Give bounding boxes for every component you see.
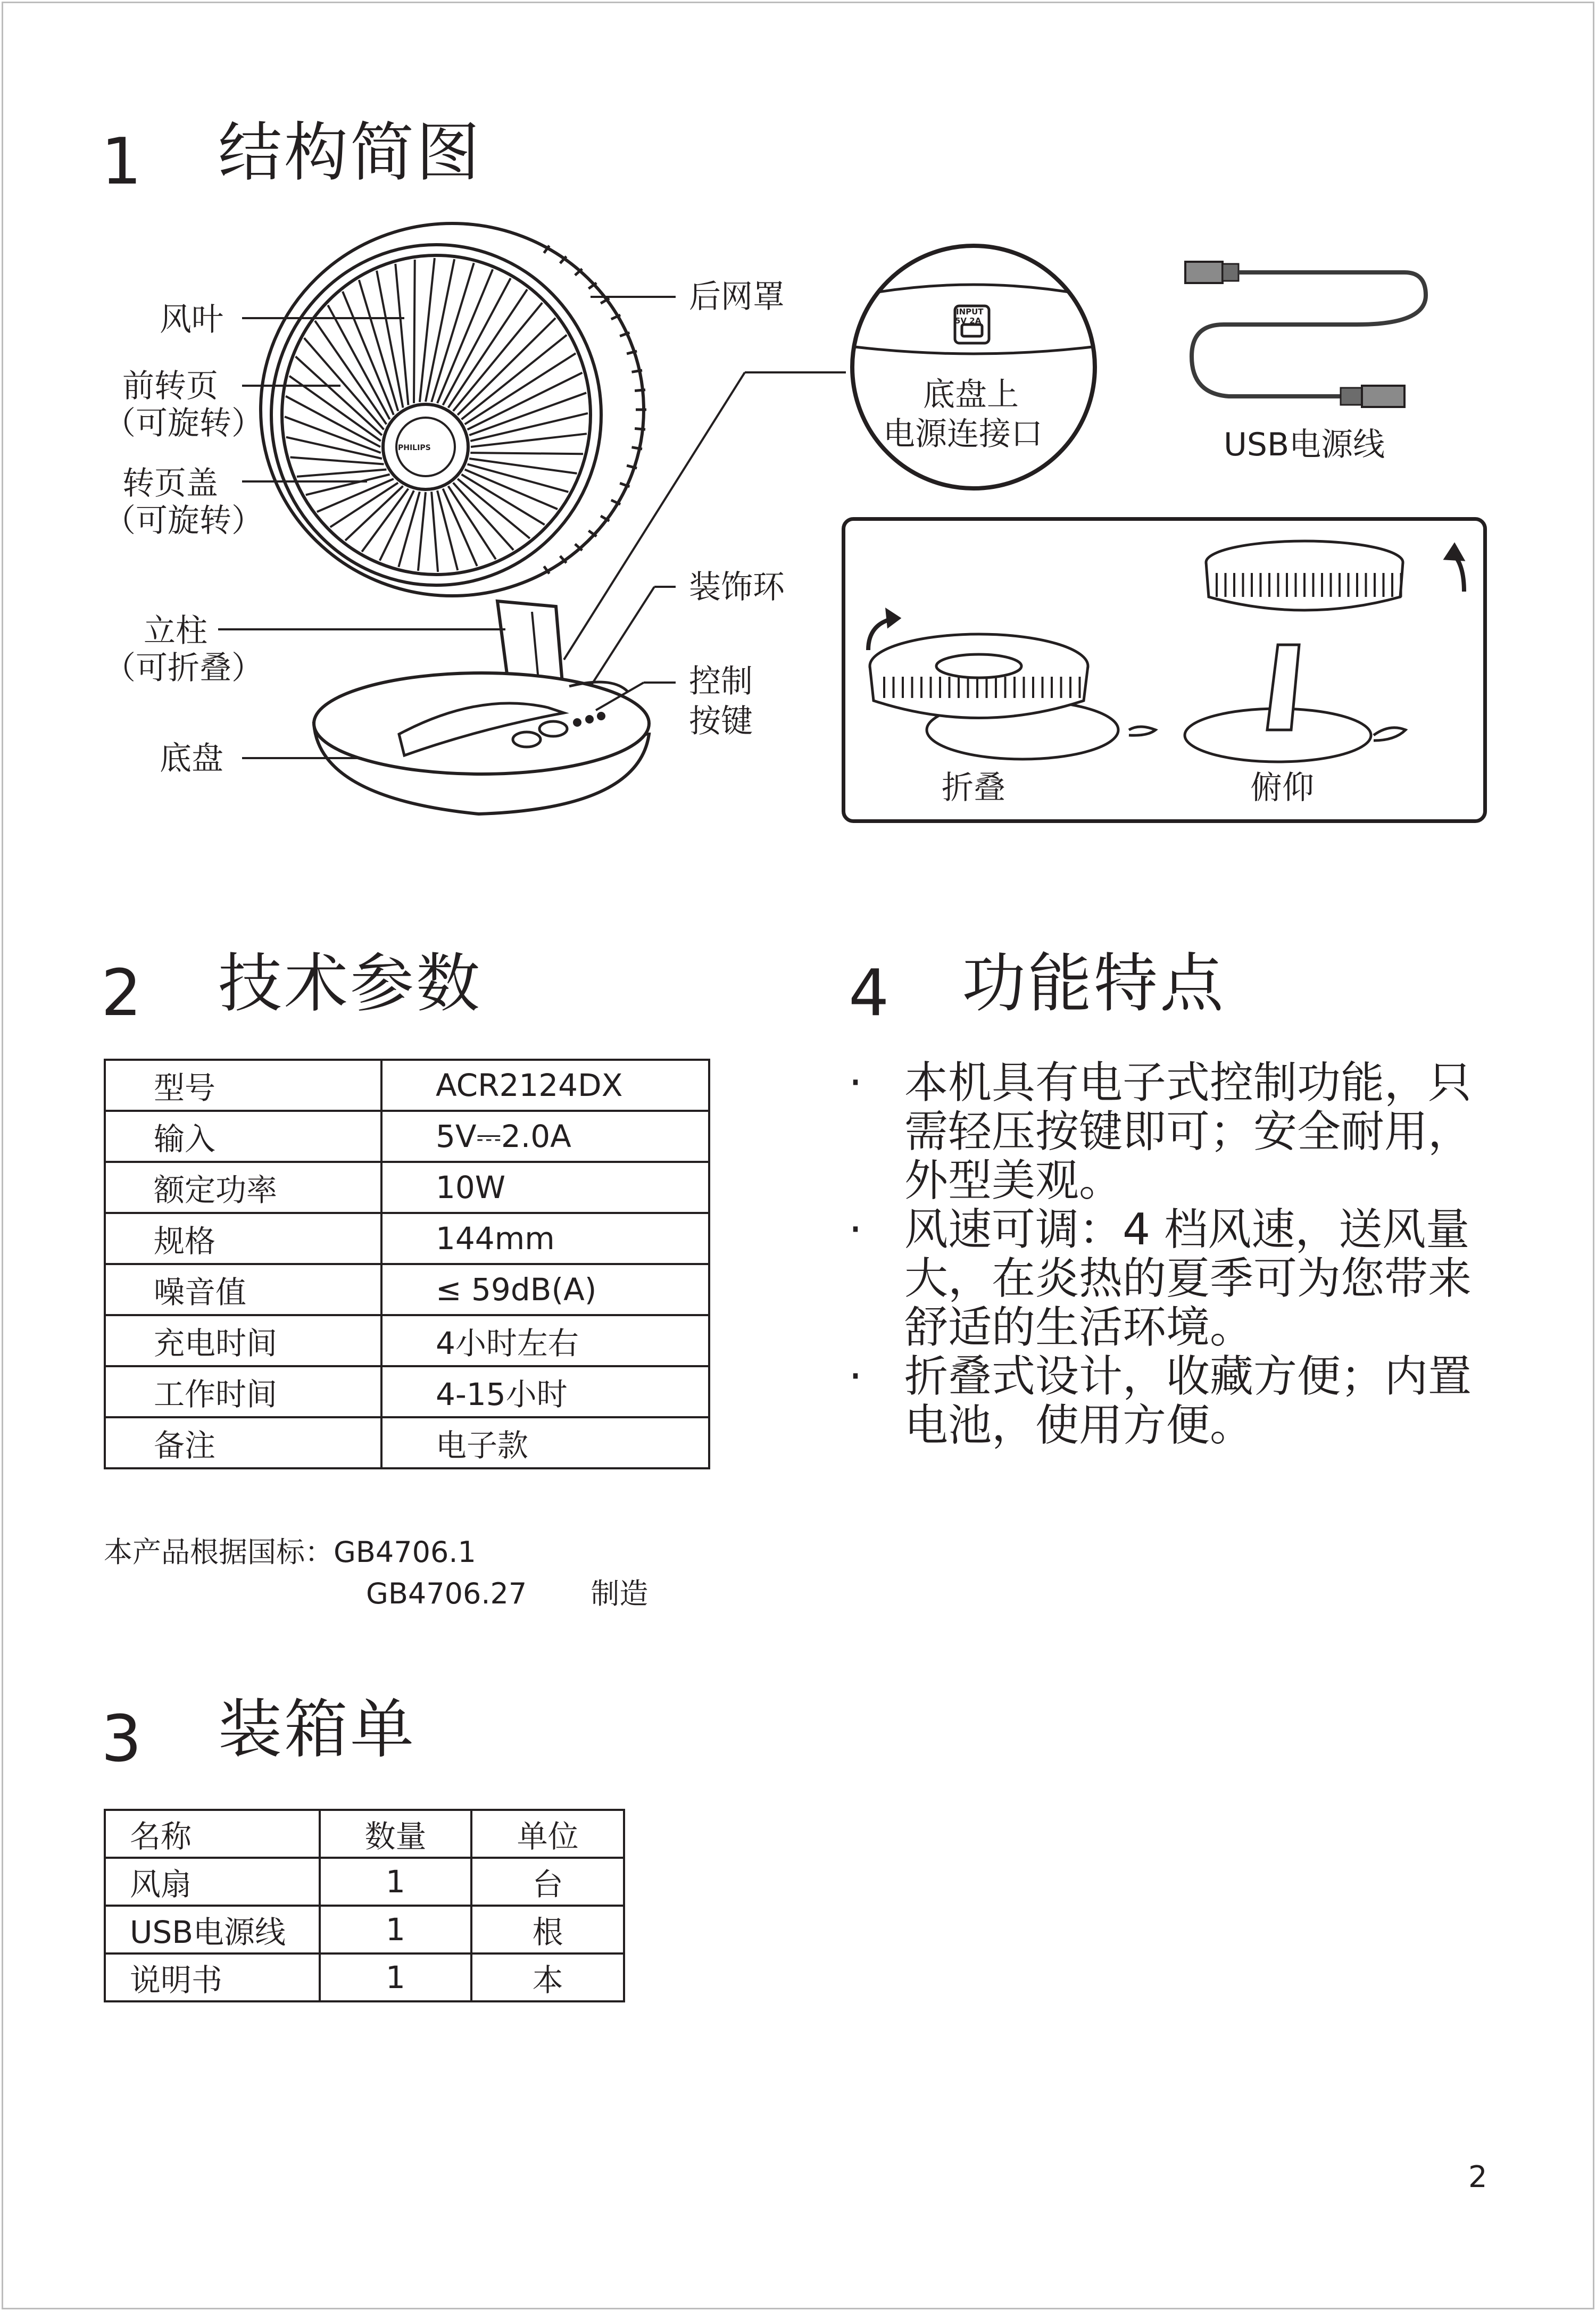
packing-cell-name: 说明书	[105, 1953, 320, 2001]
section2-number: 2	[101, 957, 142, 1030]
label-decor-ring: 装饰环	[689, 569, 785, 606]
specs-table	[104, 1059, 710, 1469]
spec-row	[105, 1060, 709, 1111]
packing-cell-qty: 1	[320, 1906, 472, 1953]
port-input-text: INPUT	[956, 307, 984, 317]
bullet-icon: ·	[849, 1058, 863, 1108]
spec-key: 备注	[105, 1417, 381, 1468]
spec-row	[105, 1315, 709, 1366]
spec-value: 144mm	[381, 1213, 709, 1264]
port-detail-circle	[846, 239, 1101, 495]
label-base: 底盘	[160, 740, 223, 777]
packing-header-row	[105, 1810, 624, 1858]
feature-text: 本机具有电子式控制功能，只需轻压按键即可；安全耐用，外型美观。	[904, 1058, 1472, 1206]
spec-value: 10W	[381, 1162, 709, 1213]
standard-line-2: GB4706.27 制造	[366, 1577, 649, 1610]
spec-key: 型号	[105, 1060, 381, 1111]
spec-row	[105, 1417, 709, 1468]
packing-table	[104, 1809, 625, 2002]
spec-value: 4小时左右	[381, 1315, 709, 1366]
section1-number: 1	[101, 125, 142, 199]
section2-title: 技术参数	[218, 947, 482, 1021]
packing-row	[105, 1858, 624, 1906]
packing-cell-unit: 本	[471, 1953, 624, 2001]
spec-row	[105, 1213, 709, 1264]
section3-title: 装箱单	[218, 1693, 416, 1767]
feature-item	[843, 1059, 1508, 1206]
packing-cell-unit: 根	[471, 1906, 624, 1953]
feature-text: 风速可调：4 档风速，送风量大，在炎热的夏季可为您带来舒适的生活环境。	[904, 1204, 1472, 1353]
label-port-line2: 电源连接口	[883, 415, 1043, 453]
packing-row	[105, 1953, 624, 2001]
spec-key: 额定功率	[105, 1162, 381, 1213]
brand-logo-text: PHILIPS	[398, 444, 431, 452]
packing-cell-qty: 1	[320, 1953, 472, 2001]
standard-line-1: 本产品根据国标：GB4706.1	[104, 1535, 476, 1569]
spec-value: ACR2124DX	[381, 1060, 709, 1111]
spec-value: 5V⎓2.0A	[381, 1111, 709, 1162]
feature-item	[843, 1352, 1508, 1450]
spec-key: 工作时间	[105, 1366, 381, 1417]
label-control: 控制	[689, 663, 753, 700]
packing-header-qty: 数量	[320, 1810, 472, 1858]
packing-header-name: 名称	[105, 1810, 320, 1858]
section4-number: 4	[849, 957, 890, 1030]
spec-key: 噪音值	[105, 1264, 381, 1315]
feature-item	[843, 1206, 1508, 1352]
label-column: 立柱	[144, 612, 207, 650]
spec-key: 规格	[105, 1213, 381, 1264]
spec-row	[105, 1264, 709, 1315]
spec-value: ≤ 59dB(A)	[381, 1264, 709, 1315]
label-tilt: 俯仰	[1250, 769, 1314, 807]
label-front-louver: 前转页	[122, 368, 218, 405]
spec-value: 4-15小时	[381, 1366, 709, 1417]
packing-cell-qty: 1	[320, 1858, 472, 1906]
label-louver-cover-note: （可旋转）	[104, 502, 263, 539]
label-column-note: （可折叠）	[104, 650, 263, 687]
spec-row	[105, 1111, 709, 1162]
label-louver-cover: 转页盖	[122, 465, 218, 502]
bullet-icon: ·	[849, 1204, 863, 1255]
feature-text: 折叠式设计，收藏方便；内置电池，使用方便。	[904, 1351, 1472, 1451]
page-number: 2	[1468, 2160, 1487, 2194]
packing-header-unit: 单位	[471, 1810, 624, 1858]
fold-tilt-illustration	[842, 517, 1487, 823]
packing-row	[105, 1906, 624, 1953]
label-usb-cable: USB电源线	[1224, 426, 1385, 463]
bullet-icon: ·	[849, 1351, 863, 1402]
label-fold: 折叠	[942, 769, 1005, 807]
spec-row	[105, 1162, 709, 1213]
port-rating-text: 5V 2A	[955, 316, 982, 326]
spec-key: 输入	[105, 1111, 381, 1162]
packing-cell-unit: 台	[471, 1858, 624, 1906]
packing-cell-name: USB电源线	[105, 1906, 320, 1953]
label-port-line1: 底盘上	[923, 376, 1019, 413]
label-rear-guard: 后网罩	[689, 278, 785, 315]
section3-number: 3	[101, 1702, 142, 1776]
section4-title: 功能特点	[962, 947, 1226, 1021]
features-list	[843, 1059, 1508, 1450]
spec-key: 充电时间	[105, 1315, 381, 1366]
label-blade: 风叶	[160, 301, 223, 338]
spec-value: 电子款	[381, 1417, 709, 1468]
packing-cell-name: 风扇	[105, 1858, 320, 1906]
section1-title: 结构简图	[218, 116, 482, 190]
spec-row	[105, 1366, 709, 1417]
usb-cable-illustration	[1181, 250, 1447, 420]
label-front-louver-note: （可旋转）	[104, 405, 263, 442]
label-control-2: 按键	[689, 703, 753, 740]
